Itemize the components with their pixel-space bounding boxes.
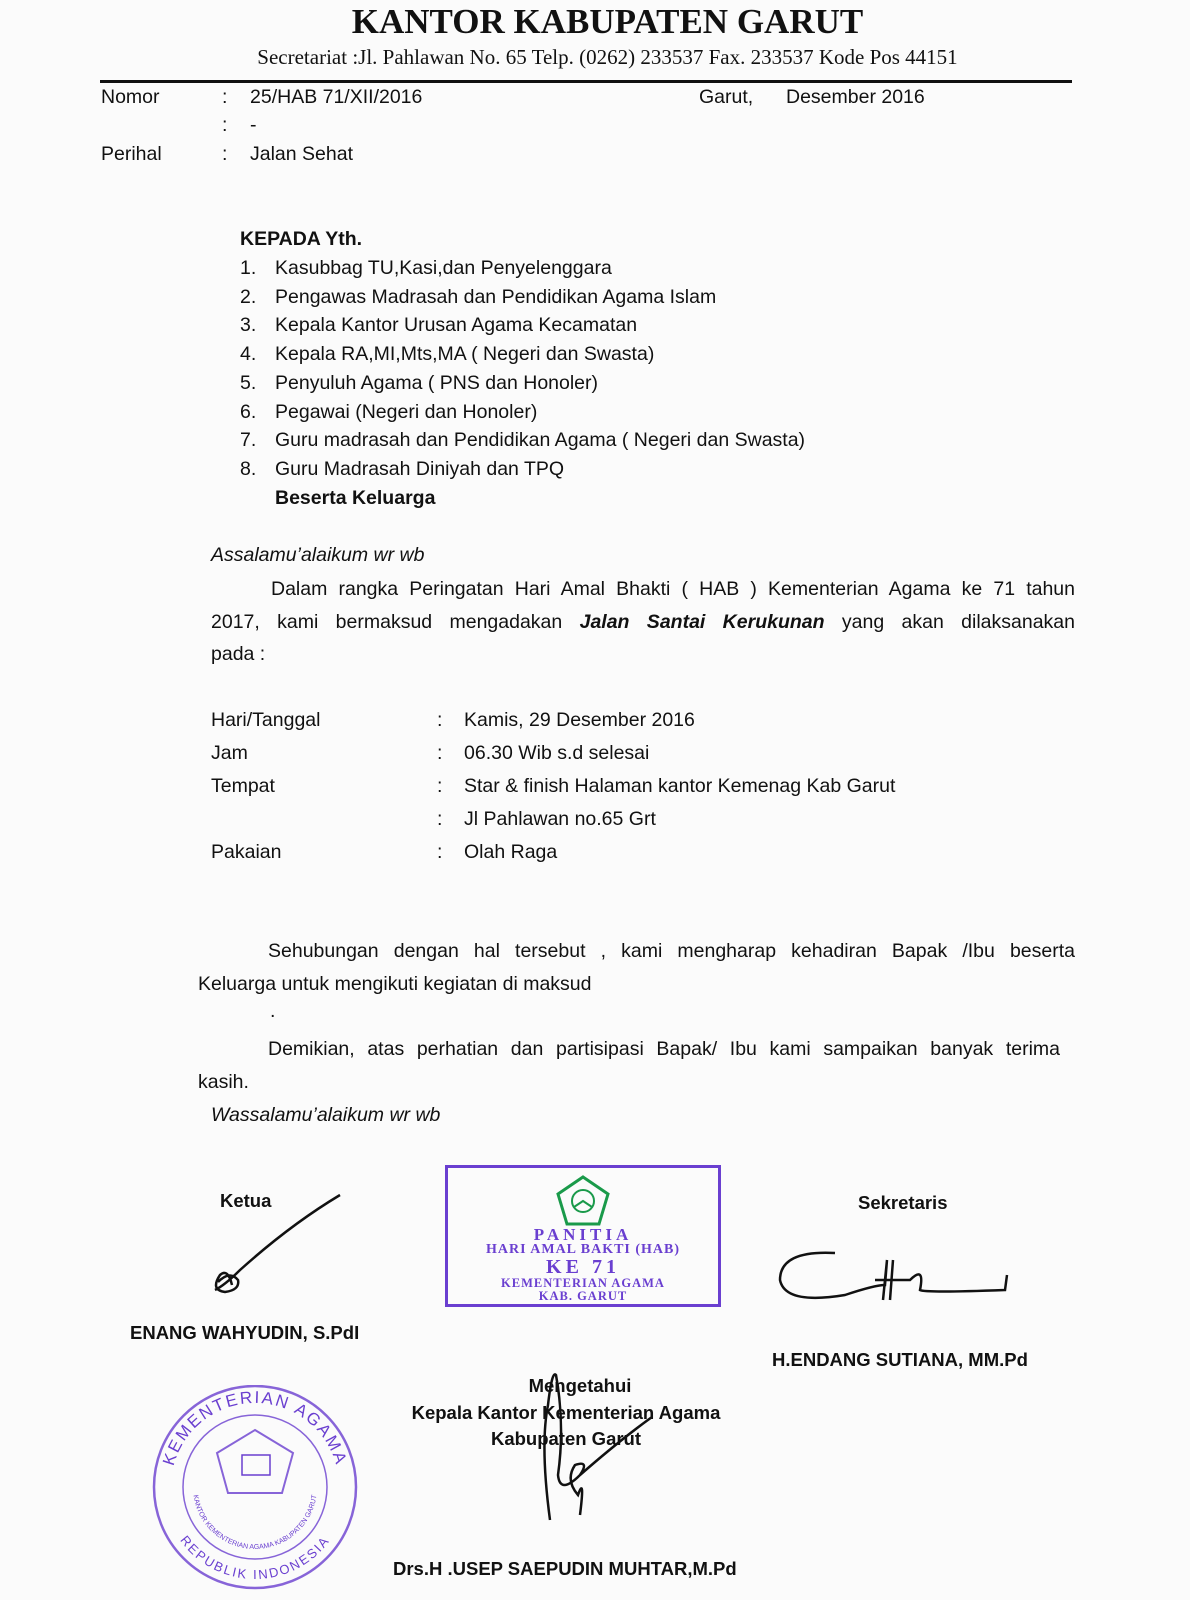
round-stamp-inner-text: KANTOR KEMENTERIAN AGAMA KABUPATEN GARUT — [191, 1494, 319, 1552]
detail-value: Jl Pahlawan no.65 Grt — [464, 808, 656, 830]
event-name: Jalan Santai Kerukunan — [579, 611, 825, 633]
colon: : — [222, 86, 228, 108]
ketua-signature — [200, 1190, 350, 1300]
letter-date: Desember 2016 — [786, 86, 925, 108]
stray-dot: . — [270, 1000, 276, 1022]
sekretaris-name: H.ENDANG SUTIANA, MM.Pd — [772, 1349, 1028, 1370]
para2-line-1: Sehubungan dengan hal tersebut , kami mengharap kehadiran Bapak /Ibu beserta — [268, 940, 1075, 962]
recipients-heading: KEPADA Yth. — [240, 228, 363, 250]
kepala-signature — [520, 1365, 660, 1550]
kepala-title-2: Kabupaten Garut — [490, 1428, 642, 1449]
detail-label: Hari/Tanggal — [211, 709, 321, 731]
para2-line-2: Keluarga untuk mengikuti kegiatan di maksud — [198, 973, 592, 995]
ketua-label: Ketua — [220, 1190, 272, 1211]
recipient-item: Pegawai (Negeri dan Honoler) — [275, 400, 538, 423]
para3-line-2: kasih. — [198, 1071, 249, 1093]
nomor-value: 25/HAB 71/XII/2016 — [250, 86, 423, 108]
detail-value: Olah Raga — [464, 841, 558, 863]
recipient-item: Pengawas Madrasah dan Pendidikan Agama Islam — [275, 285, 717, 308]
stamp-line-3: KE 71 — [546, 1256, 620, 1278]
kepala-name: Drs.H .USEP SAEPUDIN MUHTAR,M.Pd — [393, 1558, 737, 1579]
recipient-item: Guru Madrasah Diniyah dan TPQ — [275, 457, 565, 480]
recipient-number: 8. — [240, 457, 257, 480]
recipient-item: Kepala Kantor Urusan Agama Kecamatan — [275, 314, 638, 337]
ketua-name: ENANG WAHYUDIN, S.PdI — [130, 1322, 360, 1343]
panitia-stamp — [445, 1165, 721, 1307]
recipient-item: Penyuluh Agama ( PNS dan Honoler) — [275, 371, 599, 394]
colon: : — [437, 709, 443, 731]
recipient-item: Kasubbag TU,Kasi,dan Penyelenggara — [275, 257, 612, 279]
stamp-line-1: PANITIA — [533, 1225, 633, 1244]
recipient-number: 6. — [240, 400, 257, 423]
round-stamp-top-text: KEMENTERIAN AGAMA — [159, 1387, 351, 1468]
recipient-number: 7. — [240, 429, 257, 452]
sekretaris-label: Sekretaris — [858, 1192, 948, 1213]
letterhead-rule — [100, 80, 1072, 83]
sekretaris-signature — [775, 1245, 1015, 1315]
colon: : — [437, 775, 443, 797]
colon: : — [437, 742, 443, 764]
detail-value: 06.30 Wib s.d selesai — [464, 742, 650, 764]
recipient-item: Guru madrasah dan Pendidikan Agama ( Negeri dan Swasta) — [275, 429, 806, 452]
stamp-line-4: KEMENTERIAN AGAMA — [501, 1276, 665, 1290]
svg-text:KEMENTERIAN AGAMA — [159, 1388, 351, 1468]
recipient-number: 1. — [240, 257, 257, 279]
recipient-number: 4. — [240, 343, 257, 366]
closing: Wassalamu’alaikum wr wb — [211, 1104, 441, 1126]
intro-line-1: Dalam rangka Peringatan Hari Amal Bhakti ( HAB ) Kementerian Agama ke 71 tahun — [271, 578, 1075, 600]
svg-text:REPUBLIK INDONESIA — [177, 1533, 332, 1582]
place: Garut, — [699, 86, 754, 108]
stamp-line-2: HARI AMAL BAKTI (HAB) — [485, 1242, 681, 1257]
colon: : — [222, 143, 228, 165]
colon: : — [437, 841, 443, 863]
detail-label: Tempat — [211, 775, 275, 797]
colon: : — [222, 114, 228, 136]
stamp-line-5: KAB. GARUT — [538, 1288, 628, 1303]
recipient-number: 5. — [240, 371, 257, 394]
para3-line-1: Demikian, atas perhatian dan partisipasi Bapak/ Ibu kami sampaikan banyak terima — [268, 1038, 1060, 1060]
intro-text-a: 2017, kami bermaksud mengadakan — [211, 611, 563, 633]
round-stamp-bottom-text: REPUBLIK INDONESIA — [177, 1532, 333, 1583]
kemenag-emblem-icon — [555, 1174, 611, 1226]
detail-label: Jam — [211, 742, 248, 764]
intro-line-3: pada : — [211, 643, 266, 665]
letterhead-title: KANTOR KABUPATEN GARUT — [351, 2, 864, 41]
recipient-item: Kepala RA,MI,Mts,MA ( Negeri dan Swasta) — [275, 343, 655, 366]
greeting: Assalamu’alaikum wr wb — [211, 544, 425, 566]
recipient-number: 2. — [240, 285, 257, 308]
letterhead-address: Secretariat :Jl. Pahlawan No. 65 Telp. (0262) 233537 Fax. 233537 Kode Pos 44151 — [257, 45, 958, 69]
recipients-footer: Beserta Keluarga — [275, 487, 436, 509]
recipient-number: 3. — [240, 314, 257, 337]
intro-text-b: yang akan dilaksanakan — [841, 611, 1075, 633]
perihal-label: Perihal — [101, 143, 162, 165]
svg-text:KANTOR KEMENTERIAN AGAMA KABUP — [192, 1494, 319, 1551]
nomor-label: Nomor — [101, 86, 160, 108]
lampiran-value: - — [250, 114, 257, 136]
colon: : — [437, 808, 443, 830]
detail-label: Pakaian — [211, 841, 282, 863]
kepala-title-1: Kepala Kantor Kementerian Agama — [411, 1402, 721, 1423]
intro-line-2 — [211, 613, 1075, 633]
perihal-value: Jalan Sehat — [250, 143, 353, 165]
detail-value: Star & finish Halaman kantor Kemenag Kab Garut — [464, 775, 896, 797]
detail-value: Kamis, 29 Desember 2016 — [464, 709, 695, 731]
mengetahui: Mengetahui — [528, 1375, 632, 1396]
